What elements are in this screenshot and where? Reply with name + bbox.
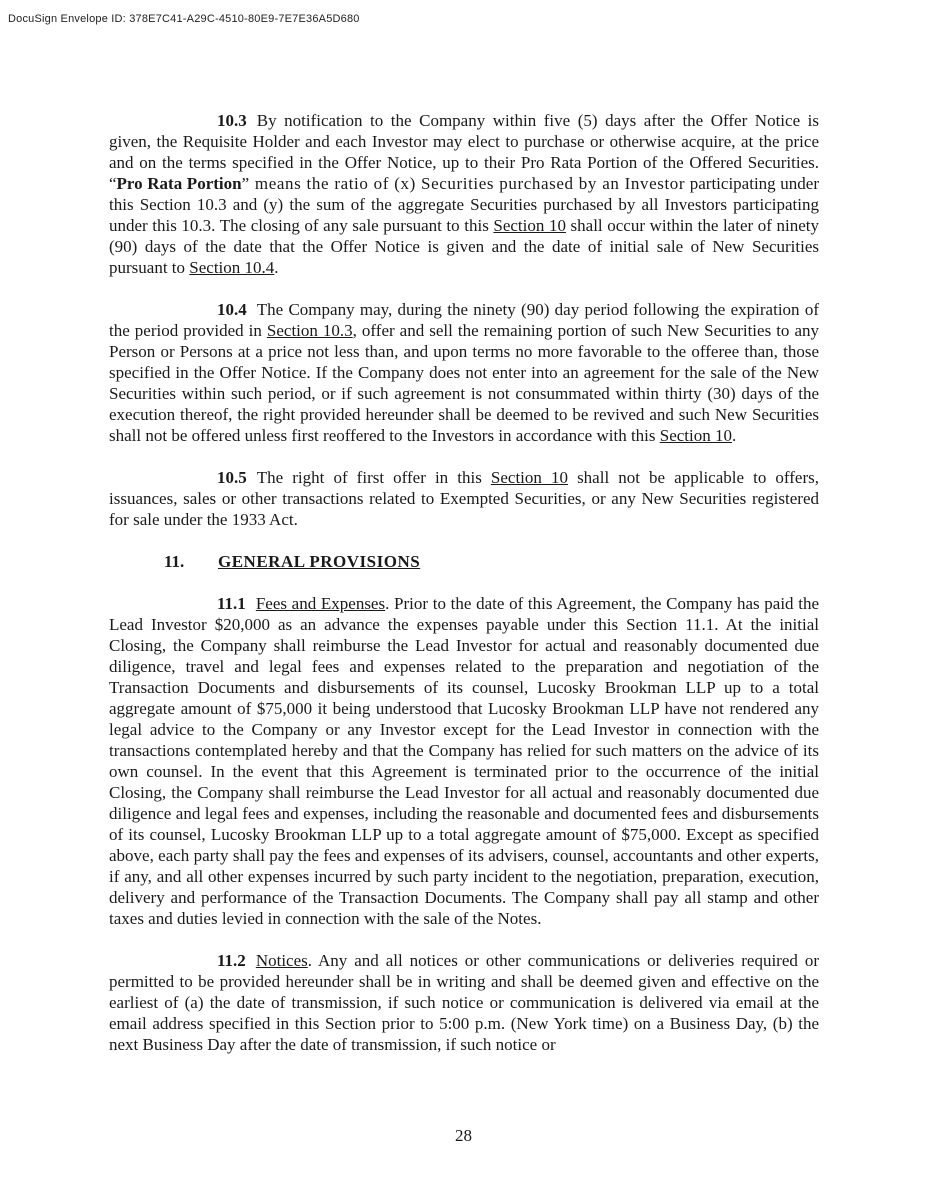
envelope-label: DocuSign Envelope ID:	[8, 13, 126, 25]
section-text: The Company may, during the ninety (90) day period following the expiration of the period provided in	[109, 300, 819, 340]
section-text: .	[274, 258, 279, 277]
section-10-reference: Section 10	[493, 216, 566, 235]
section-11-2	[109, 950, 819, 1055]
section-text: shall occur within the later of ninety (90) days of the date that the Offer Notice is given and the date of initial sale of New Securities pursuant to	[109, 216, 819, 277]
section-text: . Any and all notices or other communications or deliveries required or permitted to be provided hereunder shall be in writing and shall be deemed given and effective on the earliest of (a) the date of transmission, if such notice or communication is delivered via email at the email address specified in this Section prior to 5:00 p.m. (New York time) on a Business Day, (b) the next Business Day after the date of transmission, if such notice or	[109, 951, 819, 1054]
section-number: 10.4	[217, 300, 247, 319]
docusign-envelope-id	[8, 13, 360, 25]
section-11-1	[109, 593, 819, 929]
section-heading: Notices	[255, 951, 308, 970]
section-title: GENERAL PROVISIONS	[218, 552, 421, 571]
section-10-5	[109, 467, 819, 530]
section-text: participating under this Section 10.3 and (y) the sum of the aggregate Securities purchased by all Investors participating under this 10.3. The closing of any sale pursuant to this	[109, 174, 819, 235]
section-text: The right of first offer in this	[256, 468, 491, 487]
section-text: .	[732, 426, 737, 445]
section-text: ” means the ratio of (x) Securities purchased by an Investor	[241, 174, 686, 193]
section-number: 11.2	[217, 951, 246, 970]
envelope-id: 378E7C41-A29C-4510-80E9-7E7E36A5D680	[129, 13, 360, 25]
document-body	[109, 110, 819, 1076]
section-heading: Fees and Expenses	[255, 594, 386, 613]
section-text: By notification to the Company within five (5) days after the Offer Notice is given, the Requisite Holder and each Investor may elect to purchase or otherwise acquire, at the price and on the terms specified in the Offer Notice, up to their Pro Rata Portion of the Offered Securities. “	[109, 111, 819, 193]
section-number: 11.	[164, 552, 185, 571]
section-10-3	[109, 110, 819, 278]
section-11-heading	[109, 551, 819, 572]
section-10-3-reference: Section 10.3	[266, 321, 353, 340]
section-number: 10.3	[217, 111, 247, 130]
defined-term: Pro Rata Portion	[116, 174, 242, 193]
section-text: shall not be applicable to offers, issuances, sales or other transactions related to Exempted Securities, or any New Securities registered for sale under the 1933 Act.	[109, 468, 819, 529]
section-number: 10.5	[217, 468, 247, 487]
section-text: . Prior to the date of this Agreement, the Company has paid the Lead Investor $20,000 as an advance the expenses payable under this Section 11.1. At the initial Closing, the Company shall reimburse the Lead Investor for actual and reasonably documented due diligence, travel and legal fees and expenses related to the preparation and negotiation of the Transaction Documents and disbursements of its counsel, Lucosky Brookman LLP up to a total aggregate amount of $75,000 it being understood that Lucosky Brookman LLP have not rendered any legal advice to the Company or any Investor except for the Lead Investor in connection with the transactions contemplated hereby and that the Company has relied for such matters on the advice of its own counsel. In the event that this Agreement is terminated prior to the occurrence of the initial Closing, the Company shall reimburse the Lead Investor for all actual and reasonably documented due diligence and legal fees and expenses, including the reasonable and documented fees and disbursements of its counsel, Lucosky Brookman LLP up to a total aggregate amount of $75,000. Except as specified above, each party shall pay the fees and expenses of its advisers, counsel, accountants and other experts, if any, and all other expenses incurred by such party incident to the negotiation, preparation, execution, delivery and performance of the Transaction Documents. The Company shall pay all stamp and other taxes and duties levied in connection with the sale of the Notes.	[109, 594, 820, 928]
section-text: , offer and sell the remaining portion of such New Securities to any Person or Persons at a price not less than, and upon terms no more favorable to the offeree than, those specified in the Offer Notice. If the Company does not enter into an agreement for the sale of the New Securities within such period, or if such agreement is not consummated within thirty (30) days of the execution thereof, the right provided hereunder shall be deemed to be revived and such New Securities shall not be offered unless first reoffered to the Investors in accordance with this	[109, 321, 819, 445]
section-10-4	[109, 299, 819, 446]
section-10-4-reference: Section 10.4	[189, 258, 275, 277]
section-10-reference: Section 10	[659, 426, 733, 445]
section-10-reference: Section 10	[490, 468, 568, 487]
page-number: 28	[455, 1126, 472, 1145]
section-number: 11.1	[217, 594, 246, 613]
